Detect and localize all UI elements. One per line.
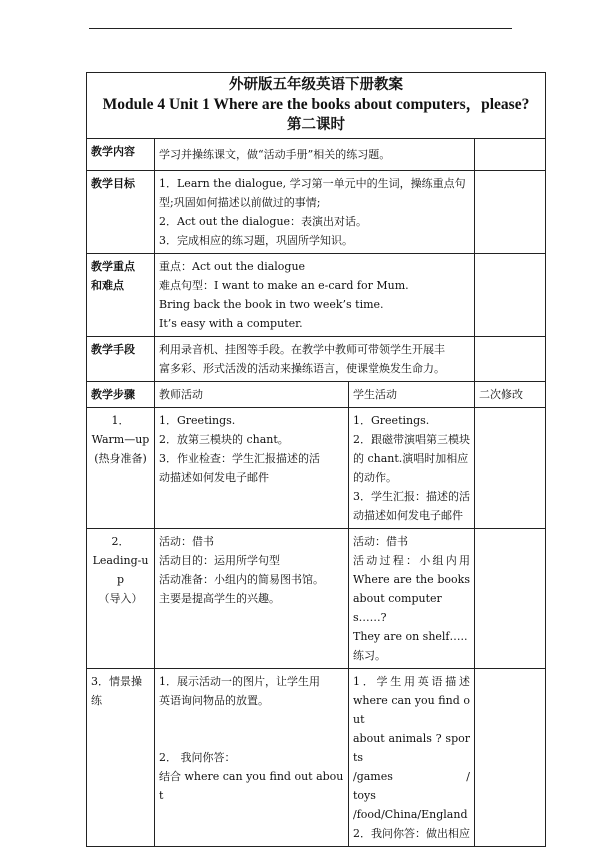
teacher-line: 1．展示活动一的图片，让学生用 <box>159 675 320 688</box>
step-name <box>87 408 155 529</box>
revision-header: 二次修改 <box>475 382 546 408</box>
step-name-line: 练 <box>91 694 102 707</box>
student-activity-header: 学生活动 <box>349 382 475 408</box>
teacher-line: 动描述如何发电子邮件 <box>159 471 269 484</box>
key-line: 重点：Act out the dialogue <box>159 260 306 273</box>
goals-text <box>155 171 475 254</box>
student-line: 练习。 <box>353 649 386 662</box>
teacher-line: 2．放第三模块的 chant。 <box>159 433 289 446</box>
student-line: 动描述如何发电子邮件 <box>353 509 463 522</box>
revision-cell <box>475 529 546 669</box>
row-content <box>87 139 546 171</box>
step-name-line: Leading-up <box>92 554 149 586</box>
row-goals <box>87 171 546 254</box>
key-label-line: 和难点 <box>91 279 124 292</box>
row-means <box>87 337 546 382</box>
student-line: 1．学生用英语描述 <box>353 675 470 688</box>
teacher-line: 3．作业检查：学生汇报描述的活 <box>159 452 320 465</box>
step-name <box>87 529 155 669</box>
key-label-line: 教学重点 <box>91 260 135 273</box>
student-line: 的 chant.演唱时加相应 <box>353 452 469 465</box>
teacher-line: 英语询问物品的放置。 <box>159 694 269 707</box>
content-text: 学习并操练课文，做“活动手册”相关的练习题。 <box>155 139 475 171</box>
step-name-line: （导入） <box>98 592 143 605</box>
step-name-line: (热身准备) <box>94 452 147 465</box>
teacher-activity <box>155 529 349 669</box>
student-line: where can you find out <box>353 694 470 726</box>
step-row <box>87 669 546 847</box>
step-name <box>87 669 155 847</box>
key-line: Bring back the book in two week’s time. <box>159 298 384 311</box>
means-line: 富多彩、形式活泼的活动来操练语言，使课堂焕发生命力。 <box>159 362 445 375</box>
student-line: /games / toys <box>353 770 470 802</box>
teacher-line: 1．Greetings. <box>159 414 236 427</box>
goals-line: 型;巩固如何描述以前做过的事情; <box>159 196 321 209</box>
student-line: 2．我问你答：做出相应 <box>353 827 470 840</box>
document-title: 外研版五年级英语下册教案 <box>229 77 403 93</box>
key-text <box>155 254 475 337</box>
teacher-line-spacer <box>159 729 344 748</box>
student-activity <box>349 408 475 529</box>
key-label <box>87 254 155 337</box>
step-row <box>87 529 546 669</box>
header-rule <box>89 28 512 29</box>
teacher-line-spacer <box>159 710 344 729</box>
title-row <box>87 73 546 139</box>
teacher-activity-header: 教师活动 <box>155 382 349 408</box>
steps-header-row <box>87 382 546 408</box>
content-extra <box>475 139 546 171</box>
step-name-line: Warm—up <box>91 433 150 446</box>
student-line: 2．跟磁带演唱第三模块 <box>353 433 470 446</box>
goals-line: 3．完成相应的练习题，巩固所学知识。 <box>159 234 353 247</box>
student-line: /food/China/England <box>353 808 468 821</box>
content-label: 教学内容 <box>87 139 155 171</box>
teacher-activity <box>155 408 349 529</box>
student-line: about animals ? sports <box>353 732 470 764</box>
teacher-line: 活动：借书 <box>159 535 214 548</box>
key-extra <box>475 254 546 337</box>
student-activity <box>349 669 475 847</box>
goals-line: 2．Act out the dialogue：表演出对话。 <box>159 215 368 228</box>
title-cell <box>87 73 546 139</box>
goals-line: 1．Learn the dialogue, 学习第一单元中的生词，操练重点句 <box>159 177 466 190</box>
revision-cell <box>475 408 546 529</box>
means-line: 利用录音机、挂图等手段。在教学中教师可带领学生开展丰 <box>159 343 445 356</box>
step-name-line: 1． <box>111 414 130 427</box>
row-key-points <box>87 254 546 337</box>
means-text <box>155 337 475 382</box>
revision-cell <box>475 669 546 847</box>
means-extra <box>475 337 546 382</box>
teacher-line: 2． 我问你答： <box>159 751 236 764</box>
step-name-line: 3．情景操 <box>91 675 142 688</box>
step-row <box>87 408 546 529</box>
student-line: about computers……? <box>353 592 442 624</box>
steps-label: 教学步骤 <box>87 382 155 408</box>
key-line: 难点句型：I want to make an e-card for Mum. <box>159 279 409 292</box>
teacher-line: 结合 where can you find out about <box>159 770 344 802</box>
student-line: 的动作。 <box>353 471 397 484</box>
student-line: 1．Greetings. <box>353 414 430 427</box>
unit-title: Module 4 Unit 1 Where are the books about computers，please? <box>102 96 530 113</box>
teacher-line: 活动目的：运用所学句型 <box>159 554 280 567</box>
lesson-plan-table <box>86 72 546 847</box>
teacher-line: 活动准备：小组内的简易图书馆。 <box>159 573 324 586</box>
means-label: 教学手段 <box>87 337 155 382</box>
student-line: 3．学生汇报：描述的活 <box>353 490 470 503</box>
teacher-activity <box>155 669 349 847</box>
goals-extra <box>475 171 546 254</box>
student-line: 活动过程：小组内用 <box>353 554 470 567</box>
student-line: 活动：借书 <box>353 535 408 548</box>
lesson-number: 第二课时 <box>287 117 345 133</box>
step-name-line: 2． <box>111 535 130 548</box>
student-activity <box>349 529 475 669</box>
student-line: Where are the books <box>353 573 470 586</box>
teacher-line: 主要是提高学生的兴趣。 <box>159 592 280 605</box>
student-line: They are on shelf….. <box>353 630 468 643</box>
goals-label: 教学目标 <box>87 171 155 254</box>
key-line: It’s easy with a computer. <box>159 317 303 330</box>
